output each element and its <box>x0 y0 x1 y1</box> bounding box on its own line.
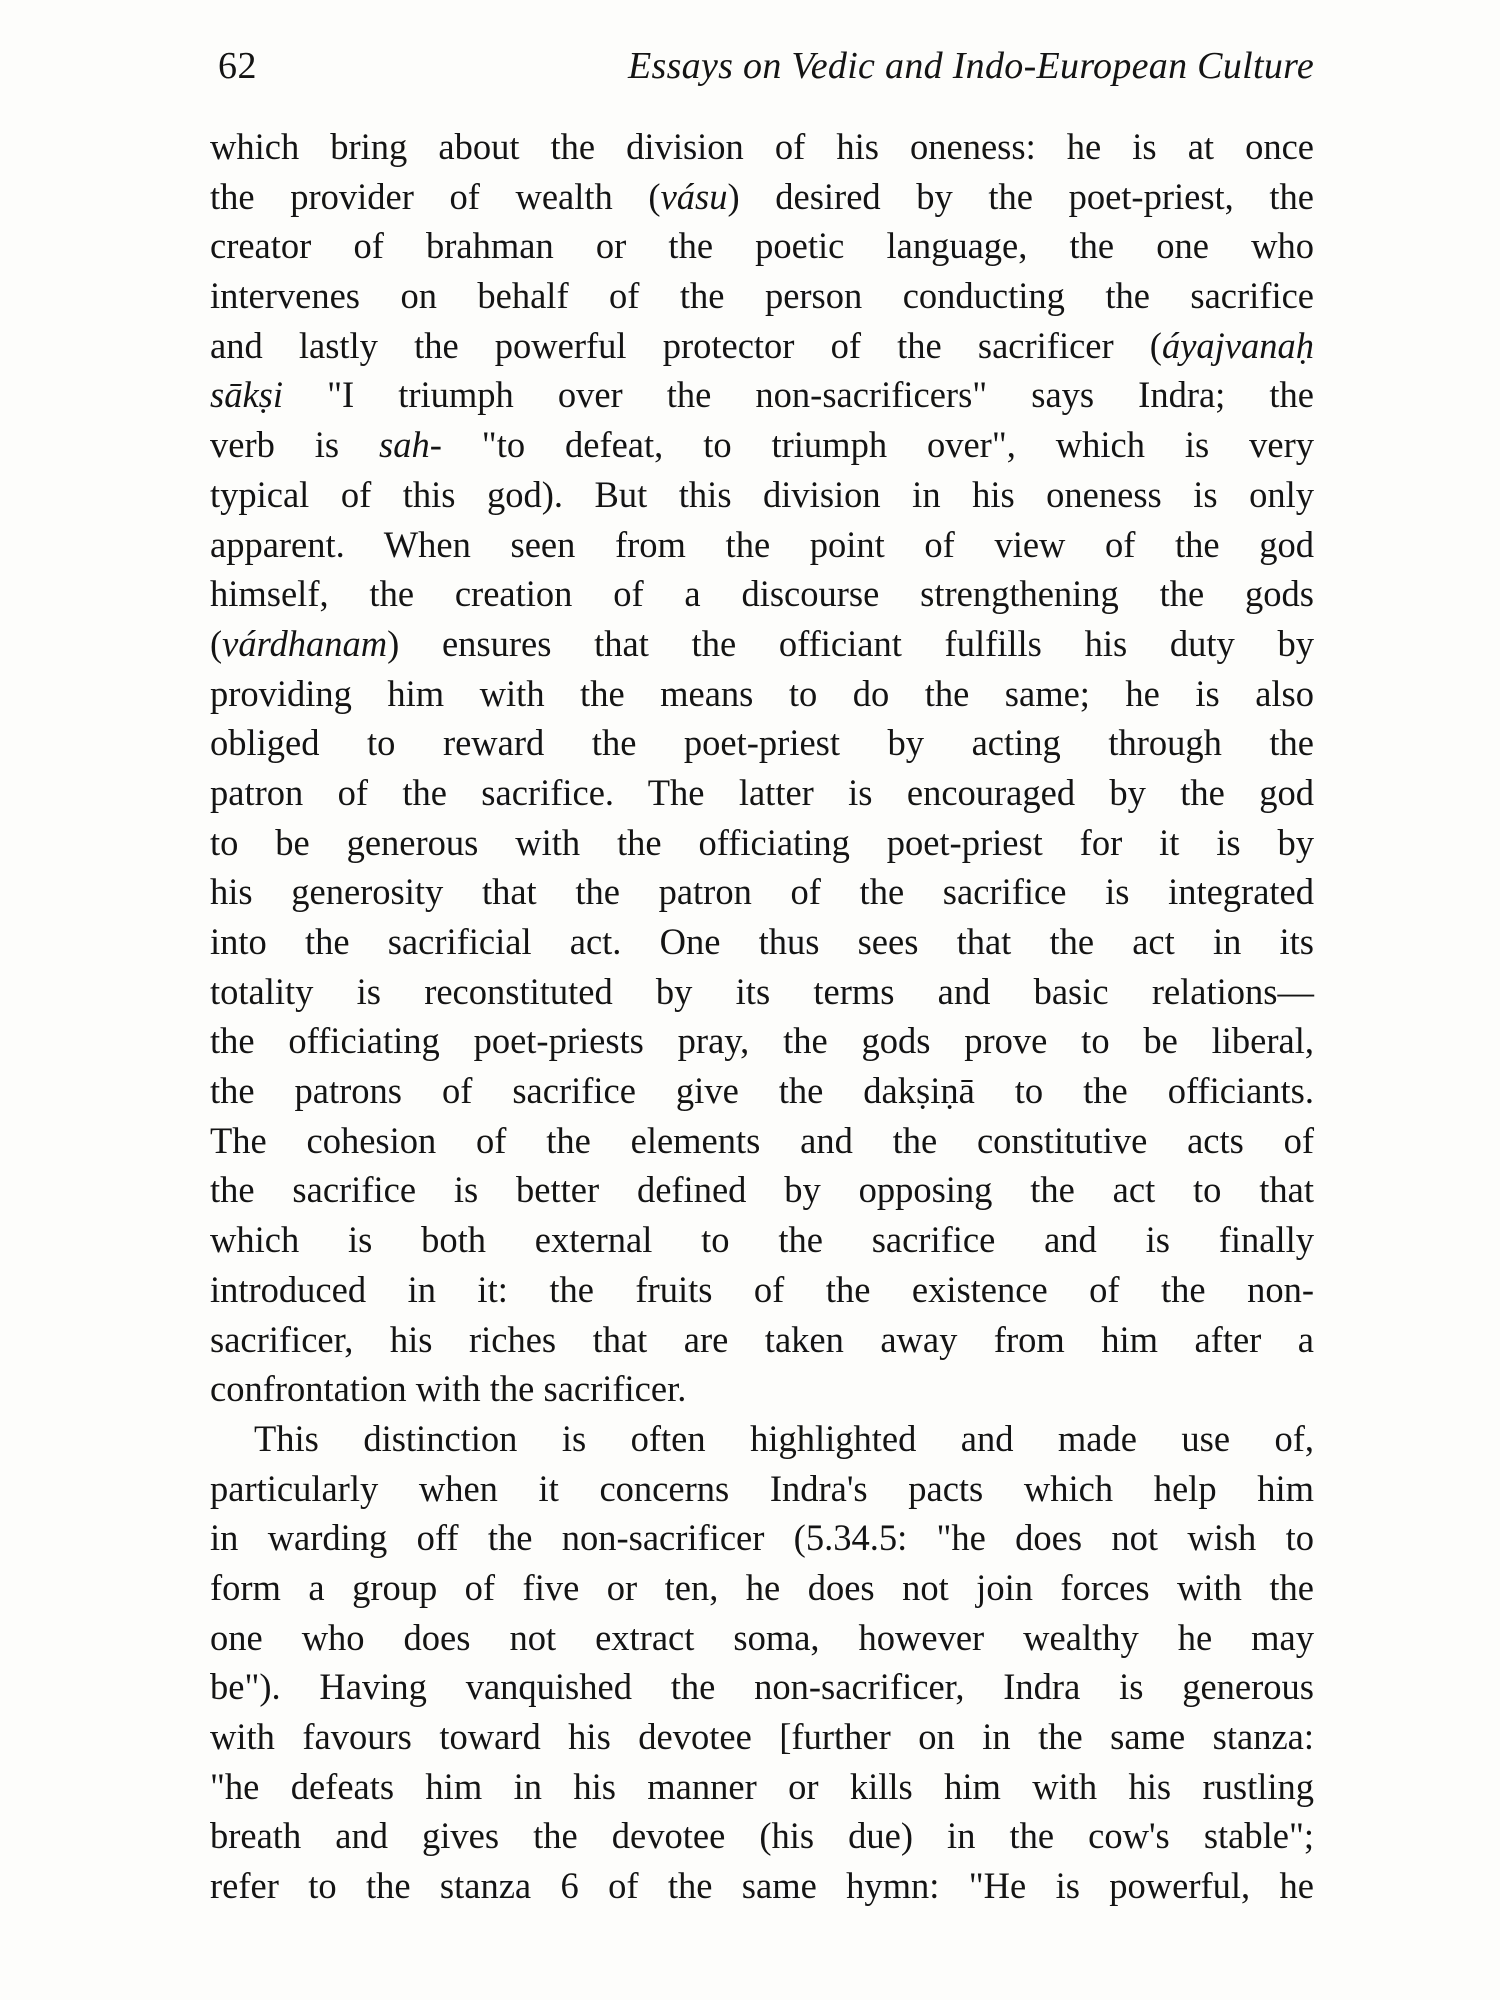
running-header <box>218 36 1314 96</box>
page-number: 62 <box>218 45 257 87</box>
text-line: the provider of wealth (vásu) desired by the poet-priest, the <box>210 175 1315 217</box>
text-line: providing him with the means to do the same; he is also <box>210 672 1314 714</box>
text-line: form a group of five or ten, he does not join forces with the <box>210 1566 1314 1608</box>
book-title: Essays on Vedic and Indo-European Culture <box>627 45 1314 87</box>
text-line: obliged to reward the poet-priest by acting through the <box>210 722 1314 764</box>
text-line: sacrificer, his riches that are taken away from him after a <box>210 1318 1314 1360</box>
text-line: creator of brahman or the poetic language, the one who <box>210 225 1314 267</box>
text-line: the officiating poet-priests pray, the gods prove to be liberal, <box>210 1020 1314 1062</box>
text-line: patron of the sacrifice. The latter is encouraged by the god <box>210 771 1314 813</box>
text-line: The cohesion of the elements and the constitutive acts of <box>210 1119 1314 1161</box>
text-line: breath and gives the devotee (his due) in the cow's stable"; <box>210 1815 1314 1857</box>
text-line: sākṣi "I triumph over the non-sacrificers" says Indra; the <box>210 374 1314 416</box>
text-line: to be generous with the officiating poet-priest for it is by <box>210 821 1314 863</box>
text-line: which bring about the division of his oneness: he is at once <box>210 126 1314 167</box>
text-line: apparent. When seen from the point of view of the god <box>210 523 1314 565</box>
text-line: (várdhanam) ensures that the officiant fulfills his duty by <box>210 622 1314 664</box>
text-line: into the sacrificial act. One thus sees that the act in its <box>210 921 1314 962</box>
text-line: refer to the stanza 6 of the same hymn: "He is powerful, he <box>210 1865 1314 1907</box>
body-text <box>210 122 1314 1911</box>
text-line: "he defeats him in his manner or kills him with his rustling <box>210 1765 1314 1807</box>
text-line: the patrons of sacrifice give the dakṣiṇā to the officiants. <box>210 1070 1314 1112</box>
text-line: one who does not extract soma, however wealthy he may <box>210 1616 1314 1658</box>
text-line: which is both external to the sacrifice and is finally <box>210 1219 1314 1261</box>
text-line: himself, the creation of a discourse strengthening the gods <box>210 573 1314 615</box>
text-line: typical of this god). But this division in his oneness is only <box>210 473 1314 515</box>
text-line: with favours toward his devotee [further on in the same stanza: <box>210 1716 1314 1757</box>
text-line: be"). Having vanquished the non-sacrificer, Indra is generous <box>210 1666 1314 1708</box>
text-line: intervenes on behalf of the person conducting the sacrifice <box>210 275 1314 317</box>
text-line: and lastly the powerful protector of the sacrificer (áyajvanaḥ <box>210 324 1314 366</box>
text-line: particularly when it concerns Indra's pacts which help him <box>210 1467 1314 1509</box>
text-line: the sacrifice is better defined by opposing the act to that <box>210 1169 1314 1211</box>
text-line: verb is sah- "to defeat, to triumph over", which is very <box>210 424 1315 466</box>
text-line: in warding off the non-sacrificer (5.34.5: "he does not wish to <box>210 1517 1314 1559</box>
paragraph-first-line: This distinction is often highlighted and made use of, <box>254 1417 1314 1459</box>
paragraph-last-line: confrontation with the sacrificer. <box>210 1368 687 1410</box>
text-line: introduced in it: the fruits of the existence of the non- <box>210 1268 1314 1310</box>
text-line: totality is reconstituted by its terms and basic relations— <box>210 970 1314 1012</box>
text-line: his generosity that the patron of the sacrifice is integrated <box>210 871 1314 913</box>
